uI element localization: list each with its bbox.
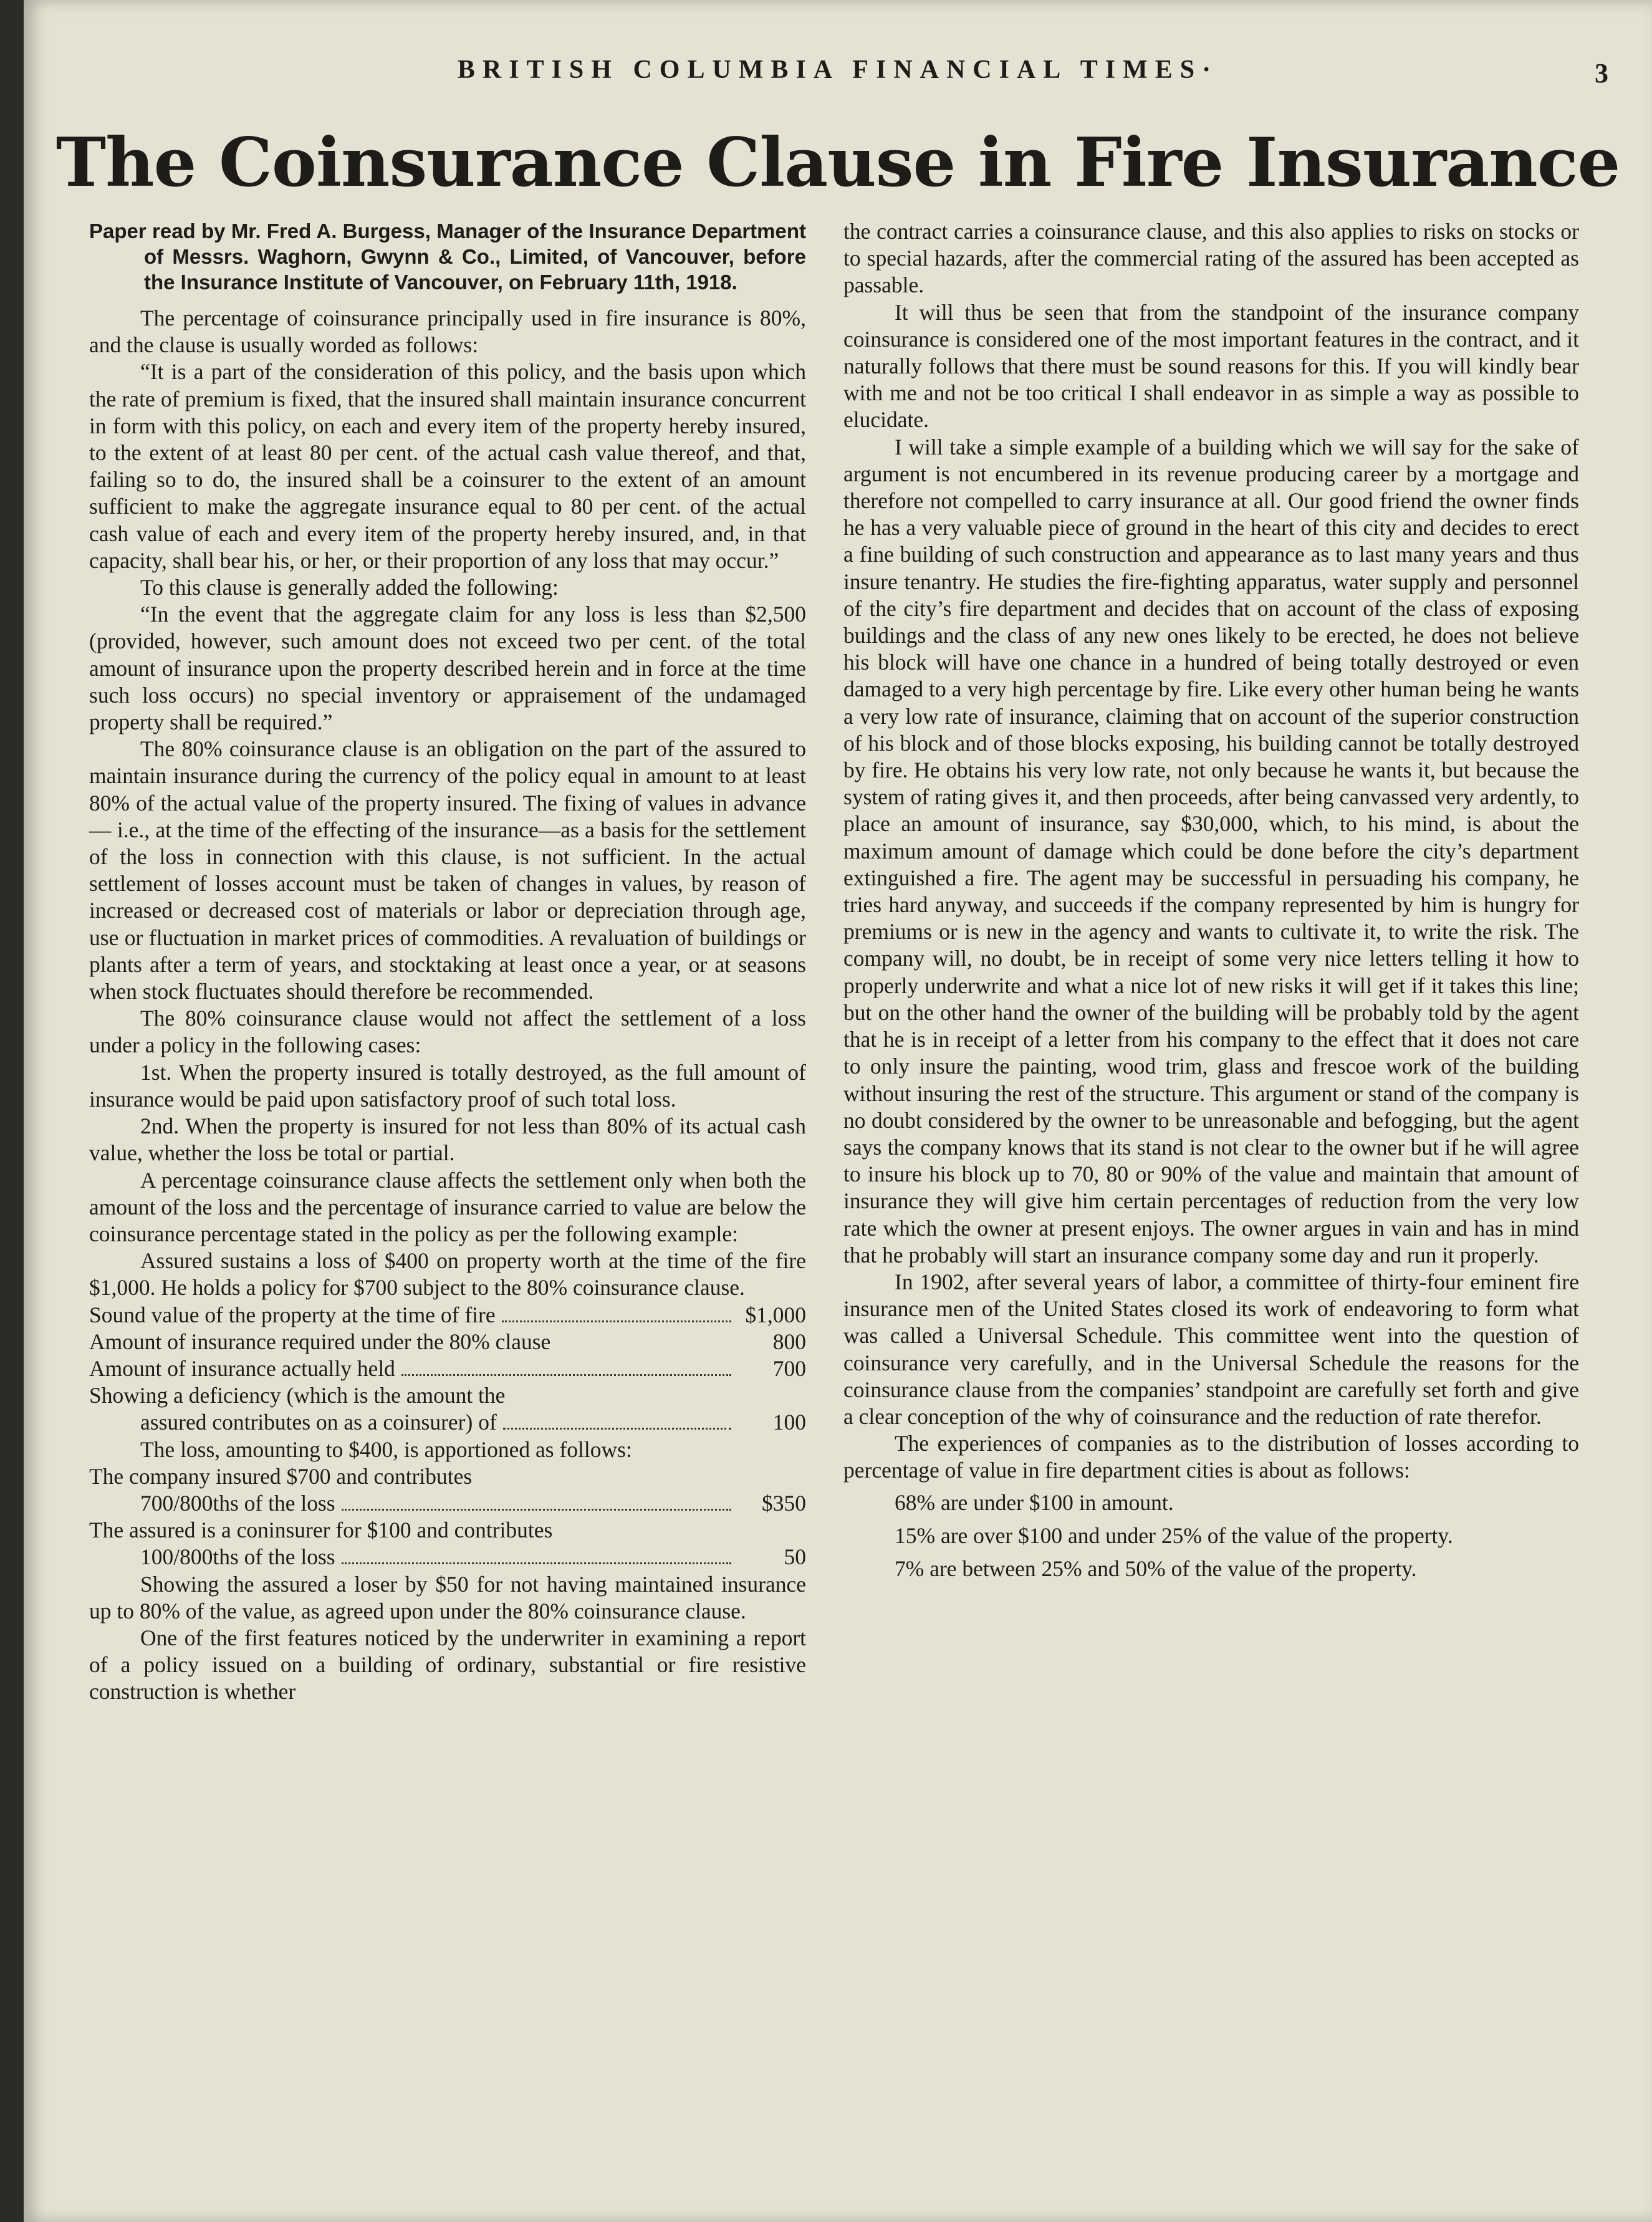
paragraph: It will thus be seen that from the standpoint of the insurance company coinsurance is considered one of the most important features in the contract, and it naturally follows that there must be sound reasons for this. If you will kindly bear with me and not be too critical I shall endeavor in as simple a way as possible to elucidate. — [843, 299, 1579, 433]
quoted-clause: “In the event that the aggregate claim for any loss is less than $2,500 (provided, however, such amount does not exceed two per cent. of the total amount of insurance upon the property described herein and in force at the time such loss occurs) no special inventory or appraisement of the undamaged property shall be required.” — [89, 602, 806, 735]
paragraph: Showing the assured a loser by $50 for not having maintained insurance up to 80% of the value, as agreed upon under the 80% coinsurance clause. — [89, 1571, 806, 1623]
byline: Paper read by Mr. Fred A. Burgess, Manager of the Insurance Department of Messrs. Waghorn, Gwynn & Co., Limited, of Vancouver, before the Insurance Institute of Vancouver, on February 11th, 1918. — [89, 219, 806, 294]
newspaper-page — [24, 0, 1652, 2222]
loss-distribution-list — [843, 1489, 1579, 1583]
table-row — [89, 1302, 806, 1329]
paragraph: The 80% coinsurance clause is an obligation on the part of the assured to maintain insurance during the currency of the policy equal in amount to at least 80% of the actual value of the property insured. The fixing of values in advance— i.e., at the time of the effecting of the insurance—as a basis for the settlement of the loss in connection with this clause, is not sufficient. In the actual settlement of losses account must be taken of changes in values, by reason of increased or decreased cost of materials or labor or depreciation through age, use or fluctuation in market prices of commodities. A revaluation of buildings or plants after a term of years, and stocktaking at least once a year, or at seasons when stock fluctuates should therefore be recommended. — [89, 736, 806, 1004]
table-row — [89, 1544, 806, 1570]
paragraph: In 1902, after several years of labor, a committee of thirty-four eminent fire insurance men of the United States closed its work of endeavoring to form what was called a Universal Schedule. This committee went into the question of coinsurance very carefully, and in the Universal Schedule the reasons for the coinsurance clause from the companies’ standpoint are carefully set forth and give a clear conception of the why of coinsurance and the reduction of rate therefor. — [843, 1269, 1579, 1429]
leader-dots — [401, 1374, 731, 1376]
paragraph: I will take a simple example of a building which we will say for the sake of argument is not encumbered in its revenue producing career by a mortgage and therefore not compelled to carry insurance at all. Our good friend the owner finds he has a very valuable piece of ground in the heart of this city and decides to erect a fine building of such construction and appearance as to last many years and thus insure tenantry. He studies the fire-fighting apparatus, water supply and personnel of the city’s fire department and decides that on account of the class of exposing buildings and the class of any new ones likely to be erected, he does not believe his block will have one chance in a hundred of being totally destroyed or even damaged to a very high percentage by fire. Like every other human being he wants a very low rate of insurance, claiming that on account of the superior construction of his block and of those blocks exposing, his building cannot be totally destroyed by fire. He obtains his very low rate, not only because he wants it, but because the system of rating gives it, and then proceeds, after being canvassed very ardently, to place an amount of insurance, say $30,000, which, to his mind, is about the maximum amount of damage which could be done before the city’s department extinguished a fire. The agent may be successful in persuading his company, he tries hard anyway, and succeeds if the company represented by him is hungry for premiums or is new in the agency and wants to cultivate it, to write the risk. The company will, no doubt, be in receipt of some very nice letters telling it how to properly underwrite and what a nice lot of new risks it will get if it takes this line; but on the other hand the owner of the building will be probably told by the agent that he is in receipt of a letter from his company to the effect that it does not care to only insure the painting, wood trim, glass and frescoe work of the building without insuring the rest of the structure. This argument or stand of the company is no doubt considered by the owner to be unreasonable and befogging, but the agent says the company knows that its stand is not clear to the owner but if he will agree to insure his block up to 70, 80 or 90% of the value and maintain that amount of insurance they will give him certain percentages of reduction from the very low rate which the owner at present enjoys. The owner argues in vain and has in mind that he probably will start an insurance company some day and run it properly. — [843, 434, 1579, 1267]
running-head: BRITISH COLUMBIA FINANCIAL TIMES· — [457, 55, 1219, 84]
list-item: 15% are over $100 and under 25% of the value of the property. — [895, 1522, 1453, 1548]
table-label: 100/800ths of the loss — [140, 1544, 335, 1570]
list-item: 7% are between 25% and 50% of the value of the property. — [895, 1556, 1417, 1581]
table-label: assured contributes on as a coinsurer) of — [140, 1410, 497, 1435]
paragraph: The percentage of coinsurance principally used in fire insurance is 80%, and the clause is usually worded as follows: — [89, 305, 806, 358]
leader-dots — [502, 1320, 731, 1322]
company-line: The company insured $700 and contributes — [89, 1463, 473, 1489]
table-label: Amount of insurance actually held — [89, 1355, 395, 1381]
table-row — [89, 1409, 806, 1436]
case-second: 2nd. When the property is insured for not less than 80% of its actual cash value, whether the loss be total or partial. — [89, 1113, 806, 1166]
article-title: The Coinsurance Clause in Fire Insurance — [55, 123, 1620, 202]
leader-dots — [342, 1562, 731, 1564]
paragraph: The experiences of companies as to the distribution of losses according to percentage of value in fire department cities is about as follows: — [843, 1431, 1579, 1483]
table-row — [89, 1329, 806, 1355]
example-paragraph: Assured sustains a loss of $400 on property worth at the time of the fire $1,000. He holds a policy for $700 subject to the 80% coinsurance clause. — [89, 1248, 806, 1301]
table-amount: 100 — [772, 1410, 806, 1435]
table-label: 700/800ths of the loss — [140, 1490, 335, 1516]
table-row — [89, 1355, 806, 1382]
leader-dots — [503, 1428, 731, 1430]
table-label: Amount of insurance required under the 80% clause — [89, 1329, 551, 1354]
table-amount: $1,000 — [745, 1302, 806, 1327]
table-amount: 800 — [772, 1329, 806, 1354]
leader-dots — [342, 1509, 731, 1511]
table-amount: 50 — [784, 1544, 806, 1570]
table-row — [89, 1490, 806, 1517]
list-item: 68% are under $100 in amount. — [895, 1489, 1174, 1515]
page-number: 3 — [1595, 58, 1608, 89]
left-column — [89, 218, 806, 1706]
table-label: Sound value of the property at the time of fire — [89, 1302, 496, 1327]
right-column — [843, 218, 1579, 1589]
apportion-line: The loss, amounting to $400, is apportioned as follows: — [140, 1436, 632, 1462]
paragraph: To this clause is generally added the following: — [140, 575, 559, 600]
assured-line: The assured is a coninsurer for $100 and contributes — [89, 1517, 553, 1543]
example-table — [89, 1302, 806, 1571]
paragraph: One of the first features noticed by the underwriter in examining a report of a policy issued on a building of ordinary, substantial or fire resistive construction is whether — [89, 1625, 806, 1705]
case-first: 1st. When the property insured is totally destroyed, as the full amount of insurance would be paid upon satisfactory proof of such total loss. — [89, 1059, 806, 1112]
quoted-clause: “It is a part of the consideration of this policy, and the basis upon which the rate of premium is fixed, that the insured shall maintain insurance concurrent in form with this policy, on each and every item of the property hereby insured, to the extent of at least 80 per cent. of the actual cash value thereof, and that, failing so to do, the insured shall be a coinsurer to the extent of an amount sufficient to make the aggregate insurance equal to 80 per cent. of the actual cash value of each and every item of the property hereby insured, and, in that capacity, shall bear his, or her, or their proportion of any loss that may occur.” — [89, 359, 806, 573]
paragraph: the contract carries a coinsurance clause, and this also applies to risks on stocks or to special hazards, after the commercial rating of the assured has been accepted as passable. — [843, 219, 1579, 298]
paragraph: The 80% coinsurance clause would not affect the settlement of a loss under a policy in the following cases: — [89, 1006, 806, 1058]
table-amount: $350 — [762, 1490, 806, 1516]
deficiency-line: Showing a deficiency (which is the amount the — [89, 1383, 506, 1408]
paragraph: A percentage coinsurance clause affects the settlement only when both the amount of the loss and the percentage of insurance carried to value are below the coinsurance percentage stated in the policy as per the following example: — [89, 1167, 806, 1246]
table-amount: 700 — [772, 1355, 806, 1381]
